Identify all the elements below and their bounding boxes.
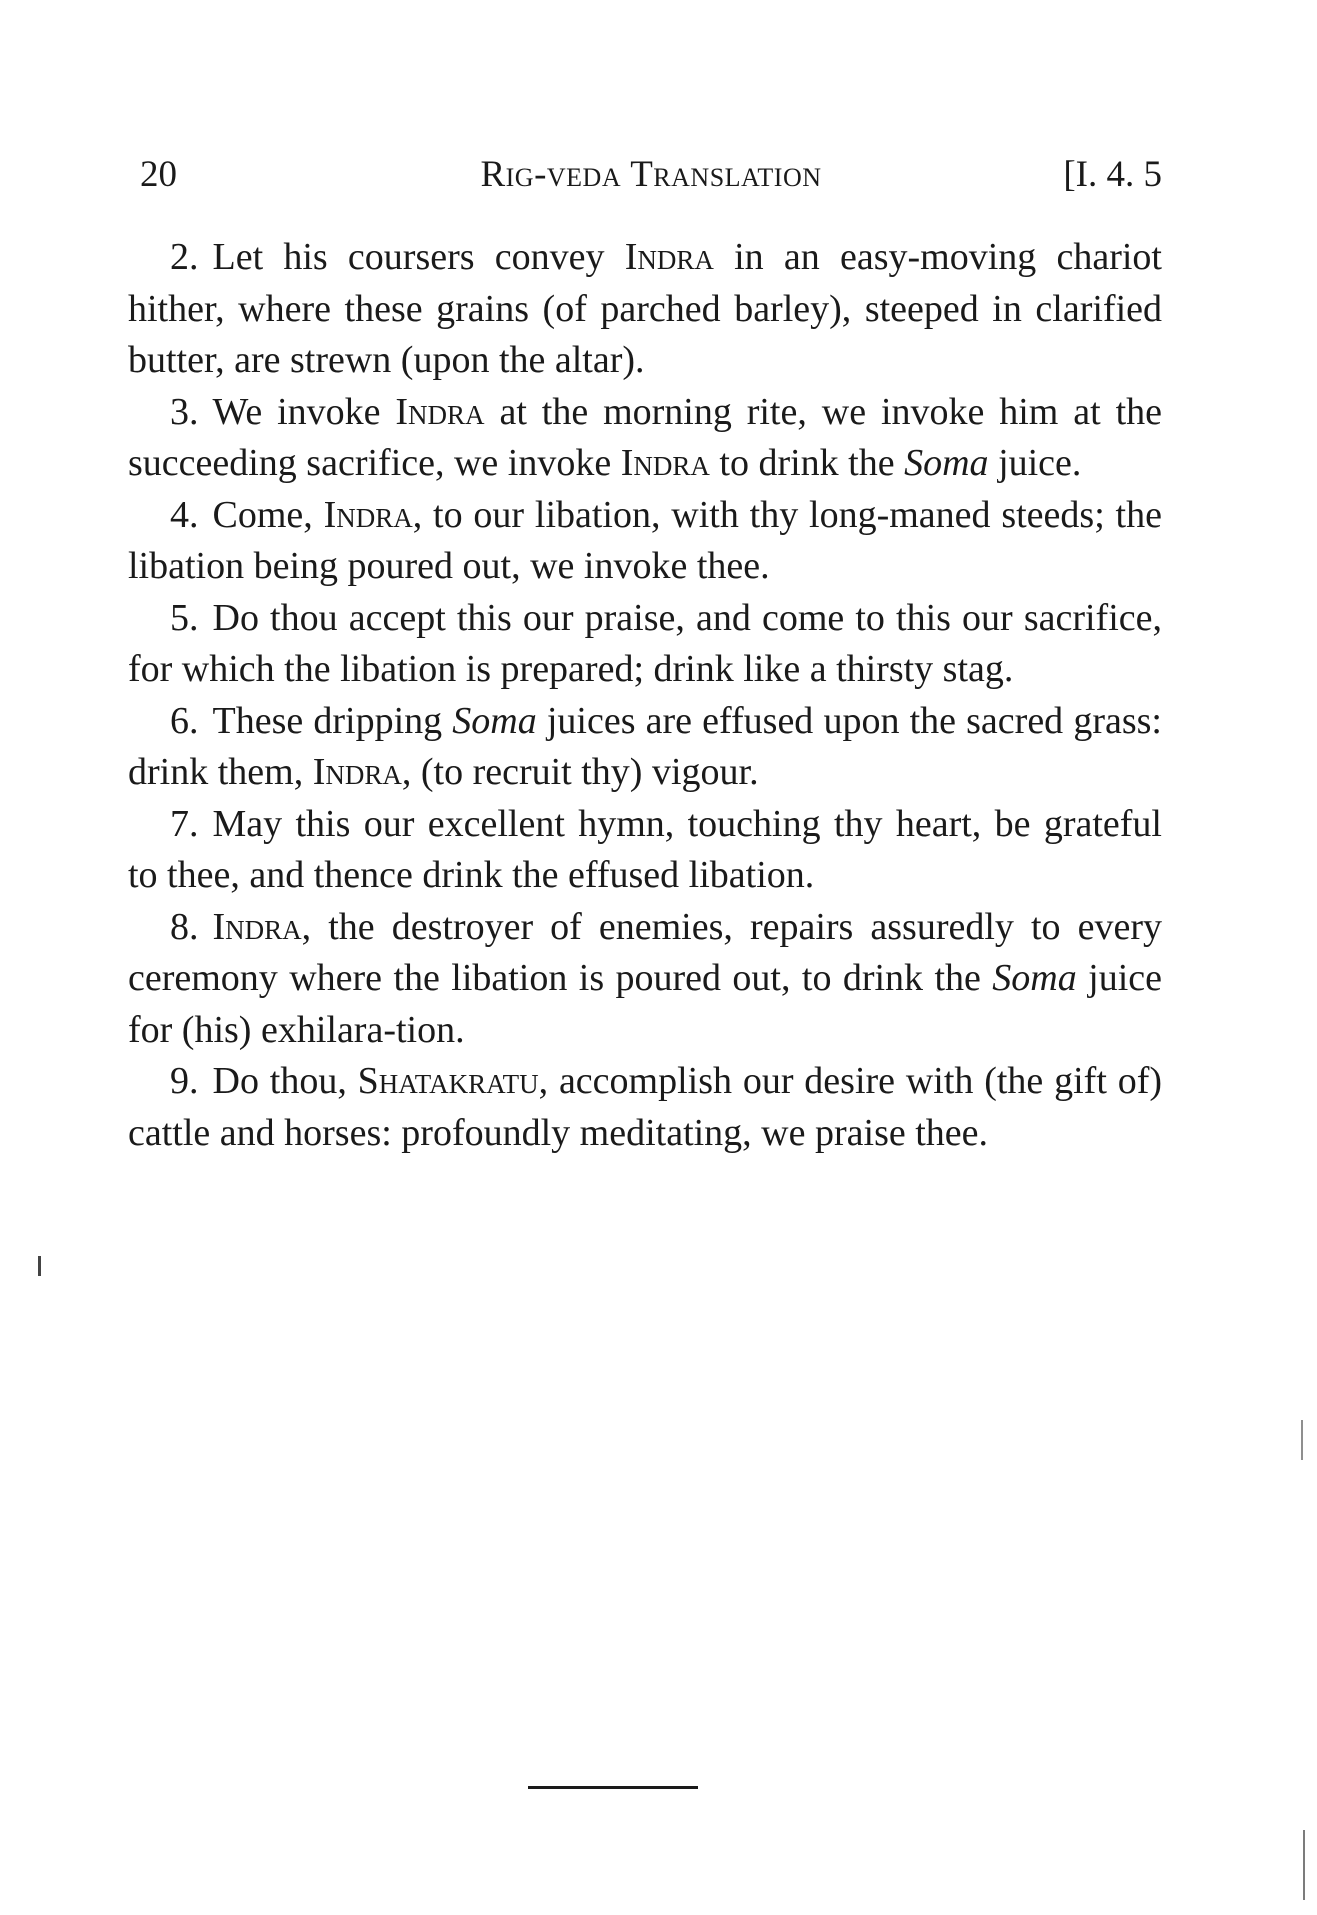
name-small-caps: Indra bbox=[395, 390, 485, 433]
verse-text: These dripping bbox=[212, 699, 453, 742]
italic-term: Soma bbox=[904, 442, 989, 484]
verse-text: in an easy-moving chariot hither, where these grains (of parched barley), steeped in clarified butter, are strewn (upon the altar). bbox=[128, 236, 1162, 381]
verse-text: , the destroyer of enemies, repairs assuredly to every ceremony where the libation is poured out, to drink the bbox=[128, 905, 1162, 999]
verse-text: juice. bbox=[988, 442, 1082, 484]
italic-term: Soma bbox=[992, 957, 1077, 999]
page-number: 20 bbox=[140, 154, 177, 195]
verse-number: 8. bbox=[170, 905, 199, 948]
name-small-caps: Indra bbox=[212, 905, 302, 948]
verse-text: , to our libation, with thy long-maned steeds; the libation being poured out, we invoke thee. bbox=[128, 493, 1162, 587]
section-reference: [I. 4. 5 bbox=[1063, 154, 1162, 195]
verse-number: 3. bbox=[170, 390, 199, 433]
verse bbox=[128, 593, 1162, 696]
verse bbox=[128, 902, 1162, 1057]
verse bbox=[128, 232, 1162, 387]
italic-term: Soma bbox=[452, 699, 537, 742]
verse-text: juice for (his) exhilara-tion. bbox=[128, 957, 1162, 1051]
verse-text: Let his coursers convey bbox=[212, 236, 625, 278]
name-small-caps: Shatakratu bbox=[357, 1060, 539, 1102]
page-header bbox=[140, 150, 1162, 200]
verse-text: Come, bbox=[212, 493, 324, 536]
name-small-caps: Indra bbox=[312, 751, 402, 793]
name-small-caps: Indra bbox=[323, 493, 413, 536]
verse-number: 5. bbox=[170, 596, 199, 639]
verse-text: juices are effused upon the sacred grass: drink them, bbox=[128, 699, 1162, 793]
verse bbox=[128, 1056, 1162, 1159]
verse bbox=[128, 387, 1162, 490]
verse-text: to drink the bbox=[709, 442, 905, 484]
name-small-caps: Indra bbox=[620, 442, 710, 484]
verse-text: , (to recruit thy) vigour. bbox=[401, 751, 759, 793]
verse bbox=[128, 799, 1162, 902]
verse bbox=[128, 490, 1162, 593]
verse-text: at the morning rite, we invoke him at the succeeding sacrifice, we invoke bbox=[128, 390, 1162, 484]
name-small-caps: Indra bbox=[624, 236, 714, 278]
verse-text: Do thou accept this our praise, and come to this our sacrifice, for which the libation is prepared; drink like a thirsty stag. bbox=[128, 596, 1162, 690]
verse-text: Do thou, bbox=[212, 1060, 358, 1102]
verse-number: 2. bbox=[170, 236, 199, 278]
verse-text: , accomplish our desire with (the gift of) cattle and horses: profoundly meditating, we praise thee. bbox=[128, 1060, 1162, 1154]
verse-text: May this our excellent hymn, touching thy heart, be grateful to thee, and thence drink the effused libation. bbox=[128, 802, 1162, 896]
verse-number: 6. bbox=[170, 699, 199, 742]
scan-mark bbox=[1303, 1830, 1305, 1900]
verse-number: 4. bbox=[170, 493, 199, 536]
verse-number: 9. bbox=[170, 1060, 199, 1102]
verse bbox=[128, 696, 1162, 799]
running-title: Rig-veda Translation bbox=[480, 154, 822, 195]
verse-number: 7. bbox=[170, 802, 199, 845]
scan-mark bbox=[38, 1256, 41, 1276]
verse-list bbox=[128, 232, 1162, 1159]
verse-text: We invoke bbox=[212, 390, 396, 433]
end-rule bbox=[528, 1786, 698, 1789]
scan-mark bbox=[1301, 1420, 1303, 1460]
